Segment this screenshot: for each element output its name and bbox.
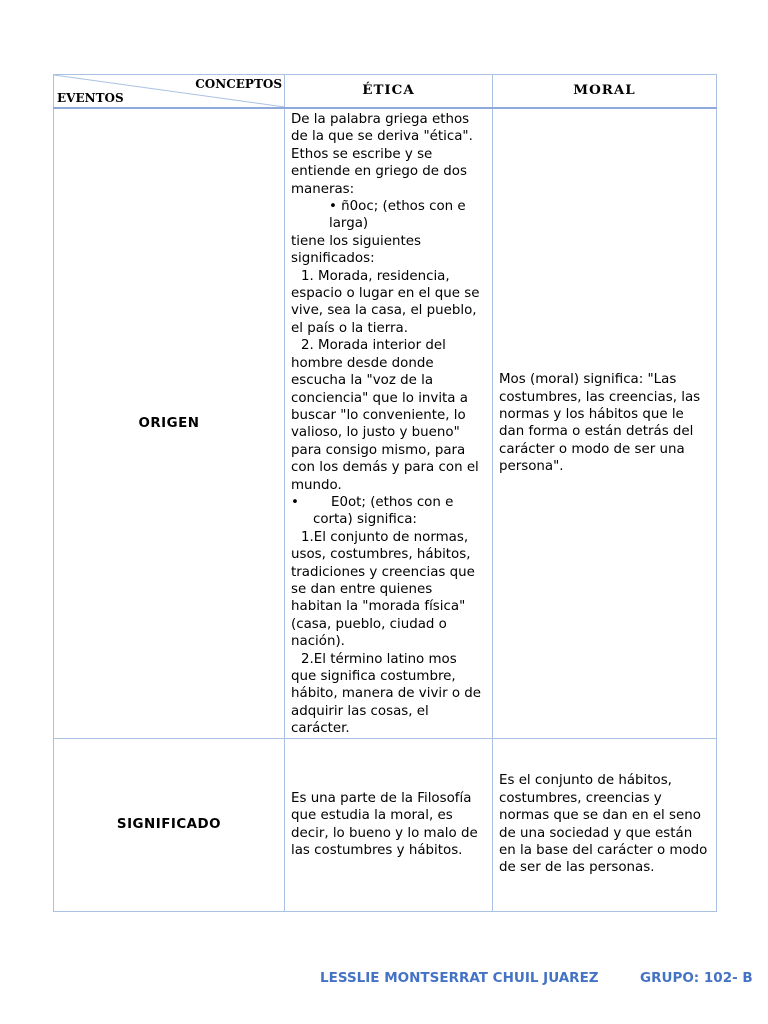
header-row (54, 75, 717, 109)
origen-etica-item1: 1. Morada, residencia, espacio o lugar en el que se vive, sea la casa, el pueblo, el país o la tierra. (291, 268, 480, 336)
origen-moral-cell (493, 108, 717, 738)
origen-etica-item4: 2.El término latino mos que significa costumbre, hábito, manera de vivir o de adquirir las cosas, el carácter. (291, 651, 482, 737)
origen-etica-intro: De la palabra griega ethos de la que se deriva "ética". Ethos se escribe y se entiende en griego de dos maneras: (291, 112, 473, 197)
corner-cell (54, 75, 285, 109)
corner-label-eventos: EVENTOS (57, 90, 124, 105)
group-label: GRUPO: 102- B (640, 970, 753, 986)
origen-etica-after-bullet1: tiene los siguientes significados: (291, 233, 421, 267)
origen-etica-bullet2 (291, 494, 486, 511)
author-name: LESSLIE MONTSERRAT CHUIL JUAREZ (320, 970, 599, 986)
origen-moral-text: Mos (moral) significa: "Las costumbres, las creencias, las normas y los hábitos que le dan forma o están detrás del carácter o modo de ser una persona". (499, 372, 701, 475)
row-label-significado: SIGNIFICADO (54, 738, 285, 911)
significado-etica-text: Es una parte de la Filosofía que estudia la moral, es decir, lo bueno y lo malo de las costumbres y hábitos. (291, 790, 478, 859)
origen-etica-cell (285, 108, 493, 738)
column-header-etica: ÉTICA (285, 75, 493, 109)
significado-moral-cell (493, 738, 717, 911)
concepts-table (53, 74, 717, 912)
origen-etica-item2: 2. Morada interior del hombre desde donde escucha la "voz de la conciencia" que lo invita a buscar "lo conveniente, lo valioso, lo justo y bueno" para consigo mismo, para con los demás y para con el mundo. (291, 338, 479, 493)
origen-etica-item3: 1.El conjunto de normas, usos, costumbres, hábitos, tradiciones y creencias que se dan entre quienes habitan la "morada física" (casa, pueblo, ciudad o nación). (291, 529, 475, 650)
significado-moral-text: Es el conjunto de hábitos, costumbres, creencias y normas que se dan en el seno de una sociedad y que están en la base del carácter o modo de ser de las personas. (499, 773, 708, 876)
corner-label-conceptos: CONCEPTOS (195, 77, 282, 91)
row-label-origen: ORIGEN (54, 108, 285, 738)
table-row (54, 738, 717, 911)
table-row (54, 108, 717, 738)
bullet2-text: E0ot; (ethos con e (331, 494, 454, 510)
footer (0, 970, 768, 990)
origen-etica-bullet1: • ñ0oc; (ethos con e larga) (329, 199, 466, 232)
significado-etica-cell (285, 738, 493, 911)
origen-etica-bullet2-cont: corta) significa: (313, 512, 417, 528)
bullet-mark: • (291, 494, 299, 510)
column-header-moral: MORAL (493, 75, 717, 109)
